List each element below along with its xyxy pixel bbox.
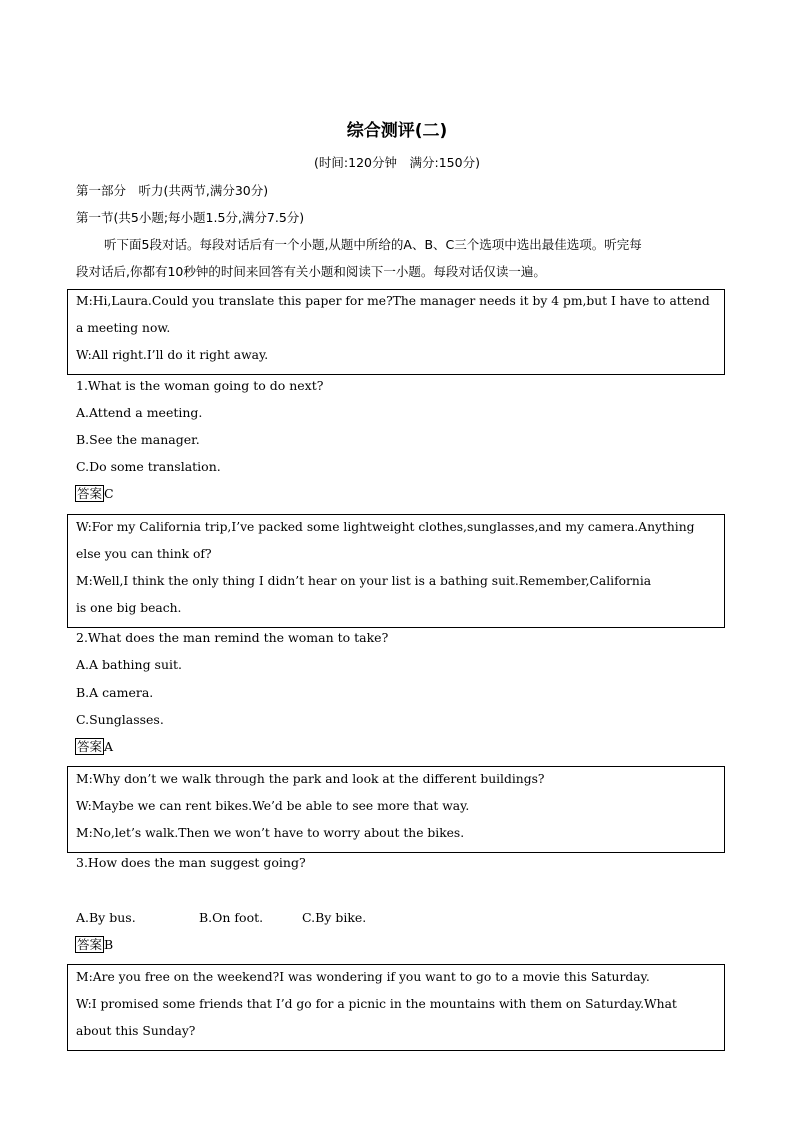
answer-1 xyxy=(75,485,114,502)
dialogue-box-4 xyxy=(67,964,725,1051)
instructions-line-1: 听下面5段对话。每段对话后有一个小题,从题中所给的A、B、C三个选项中选出最佳选项。听完每 xyxy=(104,237,642,252)
answer-label: 答案 xyxy=(77,486,103,501)
page-subtitle: (时间:120分钟 满分:150分) xyxy=(314,155,480,170)
dialogue-box-3 xyxy=(67,766,725,853)
answer-label: 答案 xyxy=(77,739,103,754)
part-heading: 第一部分 听力(共两节,满分30分) xyxy=(76,183,269,198)
question-3: 3.How does the man suggest going? xyxy=(76,855,306,870)
instructions-line-2: 段对话后,你都有10秒钟的时间来回答有关小题和阅读下一小题。每段对话仅读一遍。 xyxy=(76,264,546,279)
dialogue-line: M:Why don’t we walk through the park and look at the different buildings? xyxy=(76,772,545,786)
dialogue-line: M:Hi,Laura.Could you translate this paper for me?The manager needs it by 4 pm,but I have to attend xyxy=(76,294,710,308)
option-b: B.A camera. xyxy=(76,685,154,700)
answer-value: C xyxy=(104,486,114,501)
question-2: 2.What does the man remind the woman to take? xyxy=(76,630,389,645)
question-1: 1.What is the woman going to do next? xyxy=(76,378,324,393)
dialogue-line: is one big beach. xyxy=(76,601,182,615)
option-c: C.Do some translation. xyxy=(76,459,221,474)
option-a: A.Attend a meeting. xyxy=(76,405,203,420)
dialogue-box-2 xyxy=(67,514,725,628)
dialogue-line: M:Are you free on the weekend?I was wondering if you want to go to a movie this Saturday. xyxy=(76,970,650,984)
option-a: A.A bathing suit. xyxy=(76,657,183,672)
option-a: A.By bus. xyxy=(76,910,136,925)
dialogue-line: W:All right.I’ll do it right away. xyxy=(76,348,269,362)
answer-3 xyxy=(75,936,113,953)
option-b: B.On foot. xyxy=(199,910,264,925)
dialogue-line: a meeting now. xyxy=(76,321,171,335)
option-c: C.By bike. xyxy=(302,910,367,925)
answer-value: A xyxy=(104,739,114,754)
option-c: C.Sunglasses. xyxy=(76,712,164,727)
dialogue-line: W:For my California trip,I’ve packed some lightweight clothes,sunglasses,and my camera.Anything xyxy=(76,520,695,534)
dialogue-box-1 xyxy=(67,289,725,375)
dialogue-line: about this Sunday? xyxy=(76,1024,196,1038)
dialogue-line: W:Maybe we can rent bikes.We’d be able to see more that way. xyxy=(76,799,470,813)
answer-label: 答案 xyxy=(77,937,103,952)
section-heading: 第一节(共5小题;每小题1.5分,满分7.5分) xyxy=(76,210,305,225)
answer-value: B xyxy=(104,937,114,952)
dialogue-line: M:No,let’s walk.Then we won’t have to worry about the bikes. xyxy=(76,826,465,840)
answer-2 xyxy=(75,738,113,755)
dialogue-line: M:Well,I think the only thing I didn’t hear on your list is a bathing suit.Remember,California xyxy=(76,574,652,588)
dialogue-line: W:I promised some friends that I’d go for a picnic in the mountains with them on Saturday.What xyxy=(76,997,677,1011)
page-title: 综合测评(二) xyxy=(346,121,448,141)
option-b: B.See the manager. xyxy=(76,432,200,447)
dialogue-line: else you can think of? xyxy=(76,547,212,561)
